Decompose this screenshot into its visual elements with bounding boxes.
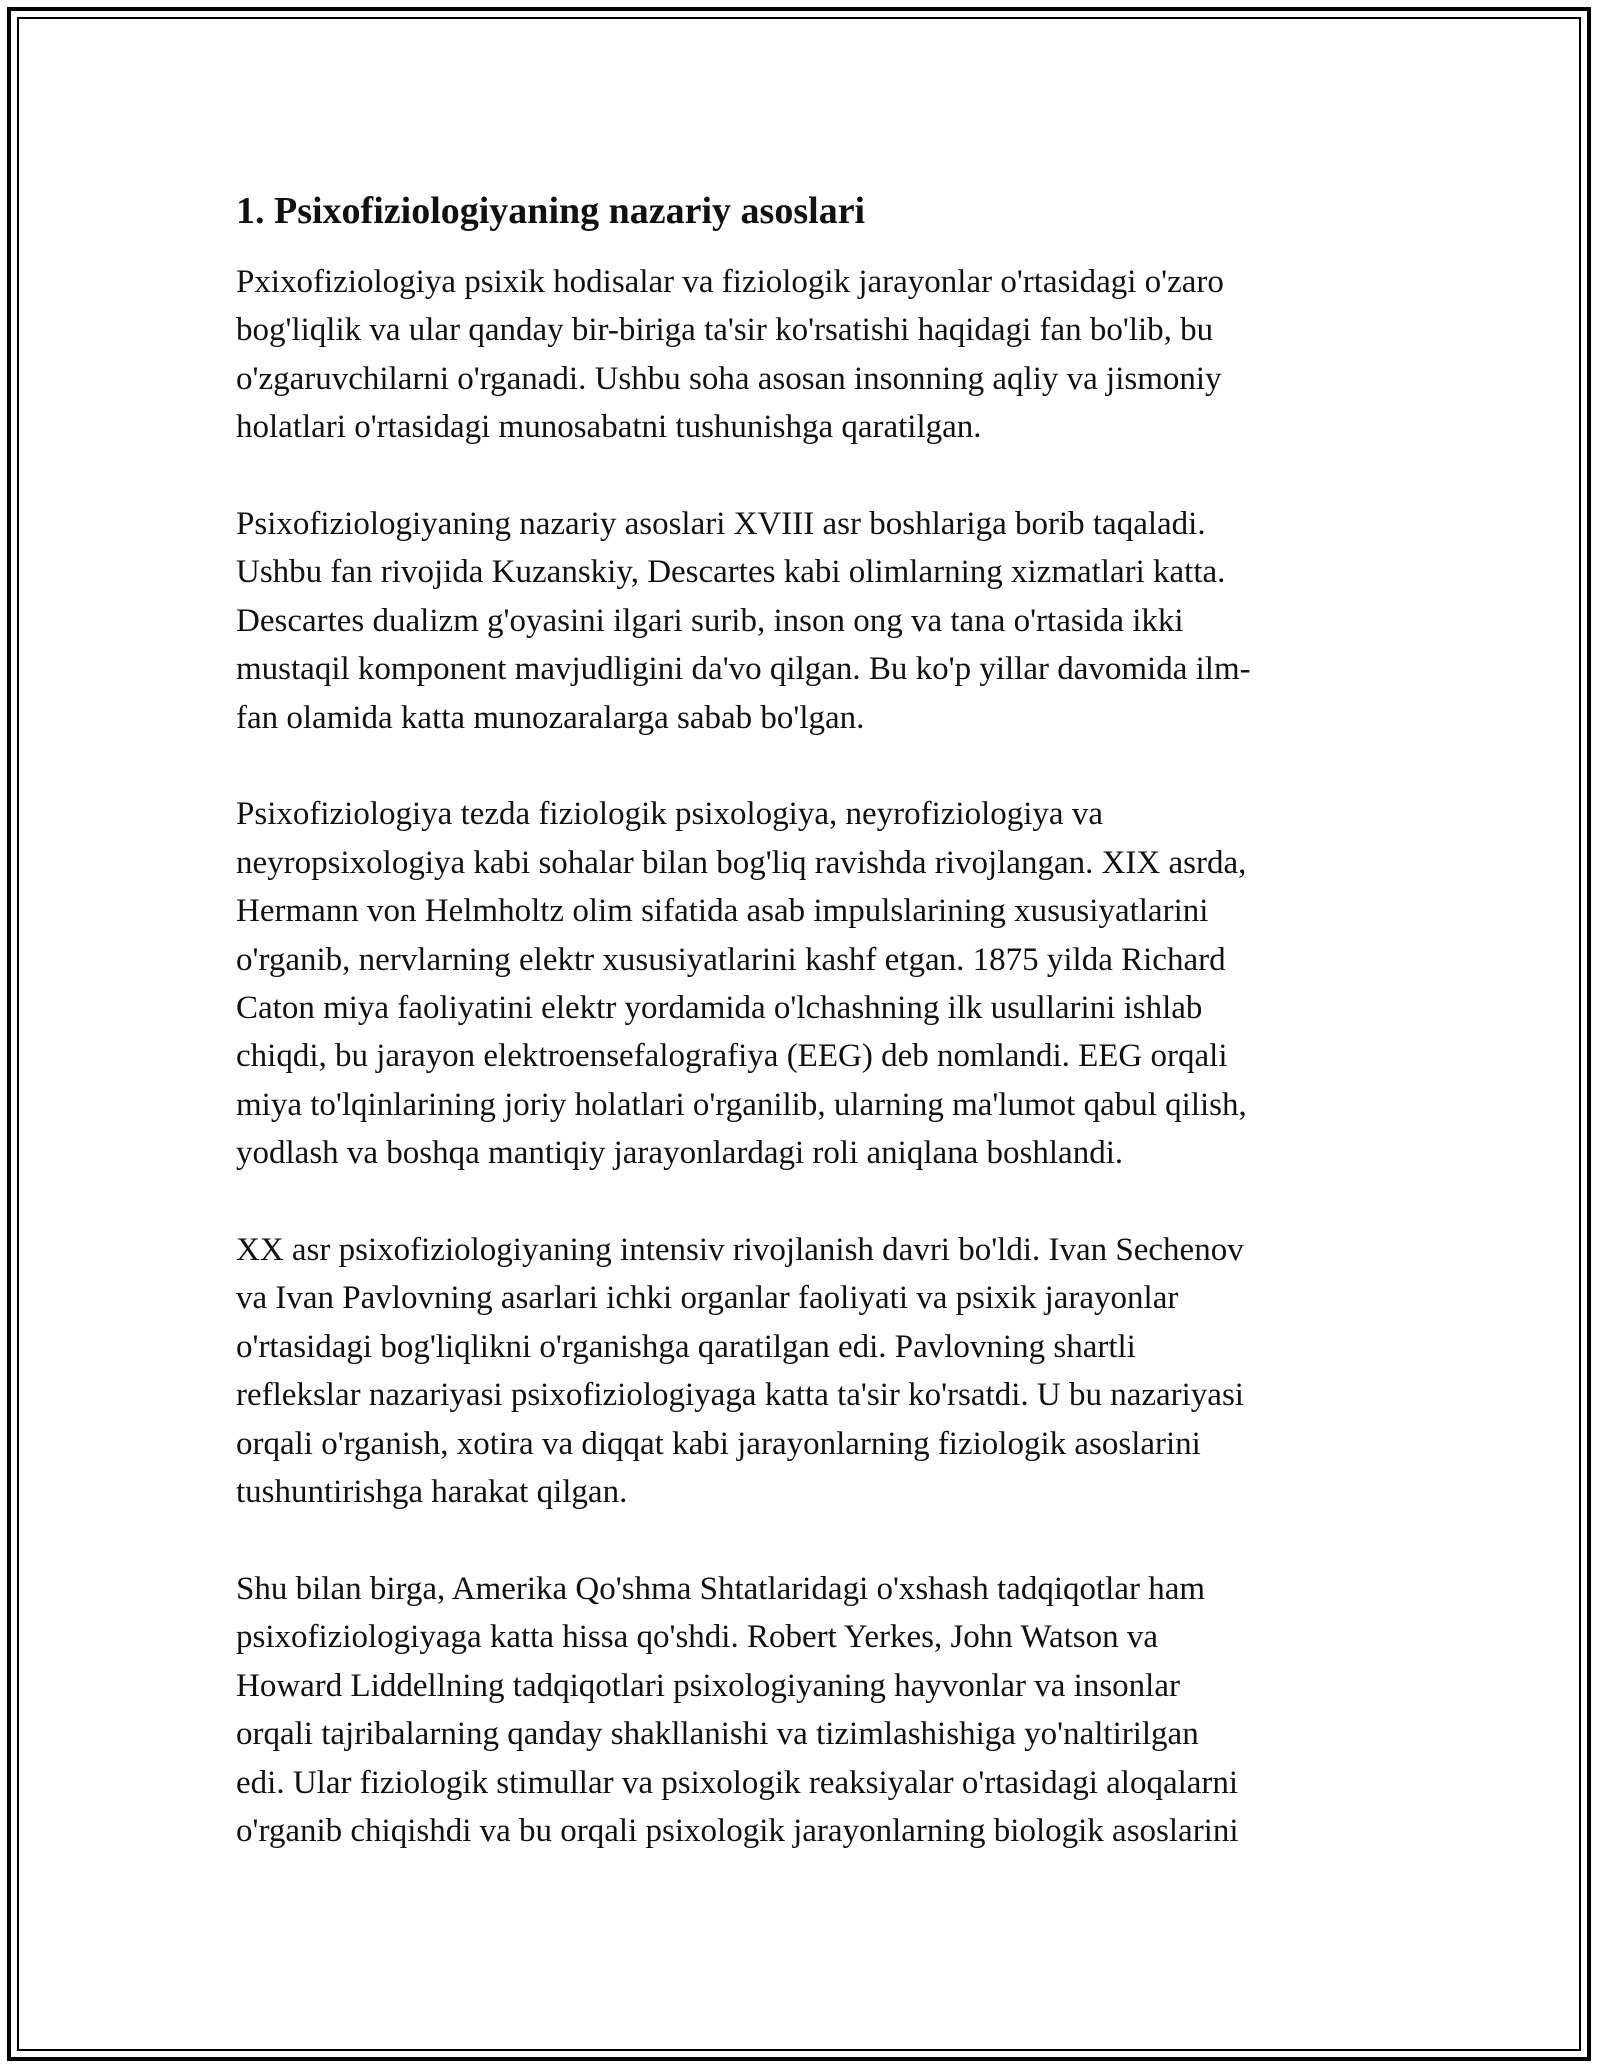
paragraph-3	[236, 790, 1370, 1177]
section-heading: 1. Psixofiziologiyaning nazariy asoslari	[236, 190, 866, 232]
text-line: orqali o'rganish, xotira va diqqat kabi jarayonlarning fiziologik asoslarini	[236, 1425, 1201, 1462]
text-line: mustaqil komponent mavjudligini da'vo qilgan. Bu ko'p yillar davomida ilm-	[236, 651, 1251, 688]
text-line: Howard Liddellning tadqiqotlari psixologiyaning hayvonlar va insonlar	[236, 1667, 1180, 1704]
text-line: Caton miya faoliyatini elektr yordamida o'lchashning ilk usullarini ishlab	[236, 990, 1203, 1027]
text-line: Descartes dualizm g'oyasini ilgari surib, inson ong va tana o'rtasida ikki	[236, 602, 1184, 639]
text-line: Psixofiziologiya tezda fiziologik psixologiya, neyrofiziologiya va	[236, 796, 1103, 833]
text-line: Ushbu fan rivojida Kuzanskiy, Descartes kabi olimlarning xizmatlari katta.	[236, 554, 1226, 591]
text-line: Pxixofiziologiya psixik hodisalar va fiziologik jarayonlar o'rtasidagi o'zaro	[236, 264, 1224, 300]
paragraph-2	[236, 500, 1370, 742]
text-line: Hermann von Helmholtz olim sifatida asab impulslarining xususiyatlarini	[236, 893, 1209, 930]
text-line: chiqdi, bu jarayon elektroensefalografiya (EEG) deb nomlandi. EEG orqali	[236, 1038, 1228, 1075]
text-line: reflekslar nazariyasi psixofiziologiyaga katta ta'sir ko'rsatdi. U bu nazariyasi	[236, 1377, 1244, 1414]
text-line: miya to'lqinlarining joriy holatlari o'rganilib, ularning ma'lumot qabul qilish,	[236, 1086, 1247, 1123]
page-content	[236, 187, 1370, 1904]
text-line: o'rtasidagi bog'liqlikni o'rganishga qaratilgan edi. Pavlovning shartli	[236, 1328, 1136, 1365]
text-line: Psixofiziologiyaning nazariy asoslari XVIII asr boshlariga borib taqaladi.	[236, 506, 1206, 543]
text-line: psixofiziologiyaga katta hissa qo'shdi. Robert Yerkes, John Watson va	[236, 1619, 1159, 1656]
text-line: orqali tajribalarning qanday shakllanishi va tizimlashishiga yo'naltirilgan	[236, 1716, 1199, 1753]
text-line: o'rganib, nervlarning elektr xususiyatlarini kashf etgan. 1875 yilda Richard	[236, 941, 1226, 978]
text-line: neyropsixologiya kabi sohalar bilan bog'liq ravishda rivojlangan. XIX asrda,	[236, 844, 1247, 881]
paragraph-5	[236, 1565, 1370, 1855]
text-line: o'zgaruvchilarni o'rganadi. Ushbu soha asosan insonning aqliy va jismoniy	[236, 360, 1222, 397]
text-line: tushuntirishga harakat qilgan.	[236, 1474, 628, 1511]
paragraph-1	[236, 258, 1370, 452]
text-line: o'rganib chiqishdi va bu orqali psixologik jarayonlarning biologik asoslarini	[236, 1812, 1239, 1849]
text-line: bog'liqlik va ular qanday bir-biriga ta'sir ko'rsatishi haqidagi fan bo'lib, bu	[236, 312, 1214, 349]
text-line: fan olamida katta munozaralarga sabab bo'lgan.	[236, 699, 865, 736]
text-line: va Ivan Pavlovning asarlari ichki organlar faoliyati va psixik jarayonlar	[236, 1280, 1179, 1317]
text-line: edi. Ular fiziologik stimullar va psixologik reaksiyalar o'rtasidagi aloqalarni	[236, 1764, 1239, 1801]
text-line: Shu bilan birga, Amerika Qo'shma Shtatlaridagi o'xshash tadqiqotlar ham	[236, 1570, 1206, 1607]
text-line: holatlari o'rtasidagi munosabatni tushunishga qaratilgan.	[236, 409, 982, 446]
text-line: yodlash va boshqa mantiqiy jarayonlardagi roli aniqlana boshlandi.	[236, 1135, 1124, 1172]
paragraph-4	[236, 1226, 1370, 1516]
text-line: XX asr psixofiziologiyaning intensiv rivojlanish davri bo'ldi. Ivan Sechenov	[236, 1232, 1244, 1269]
